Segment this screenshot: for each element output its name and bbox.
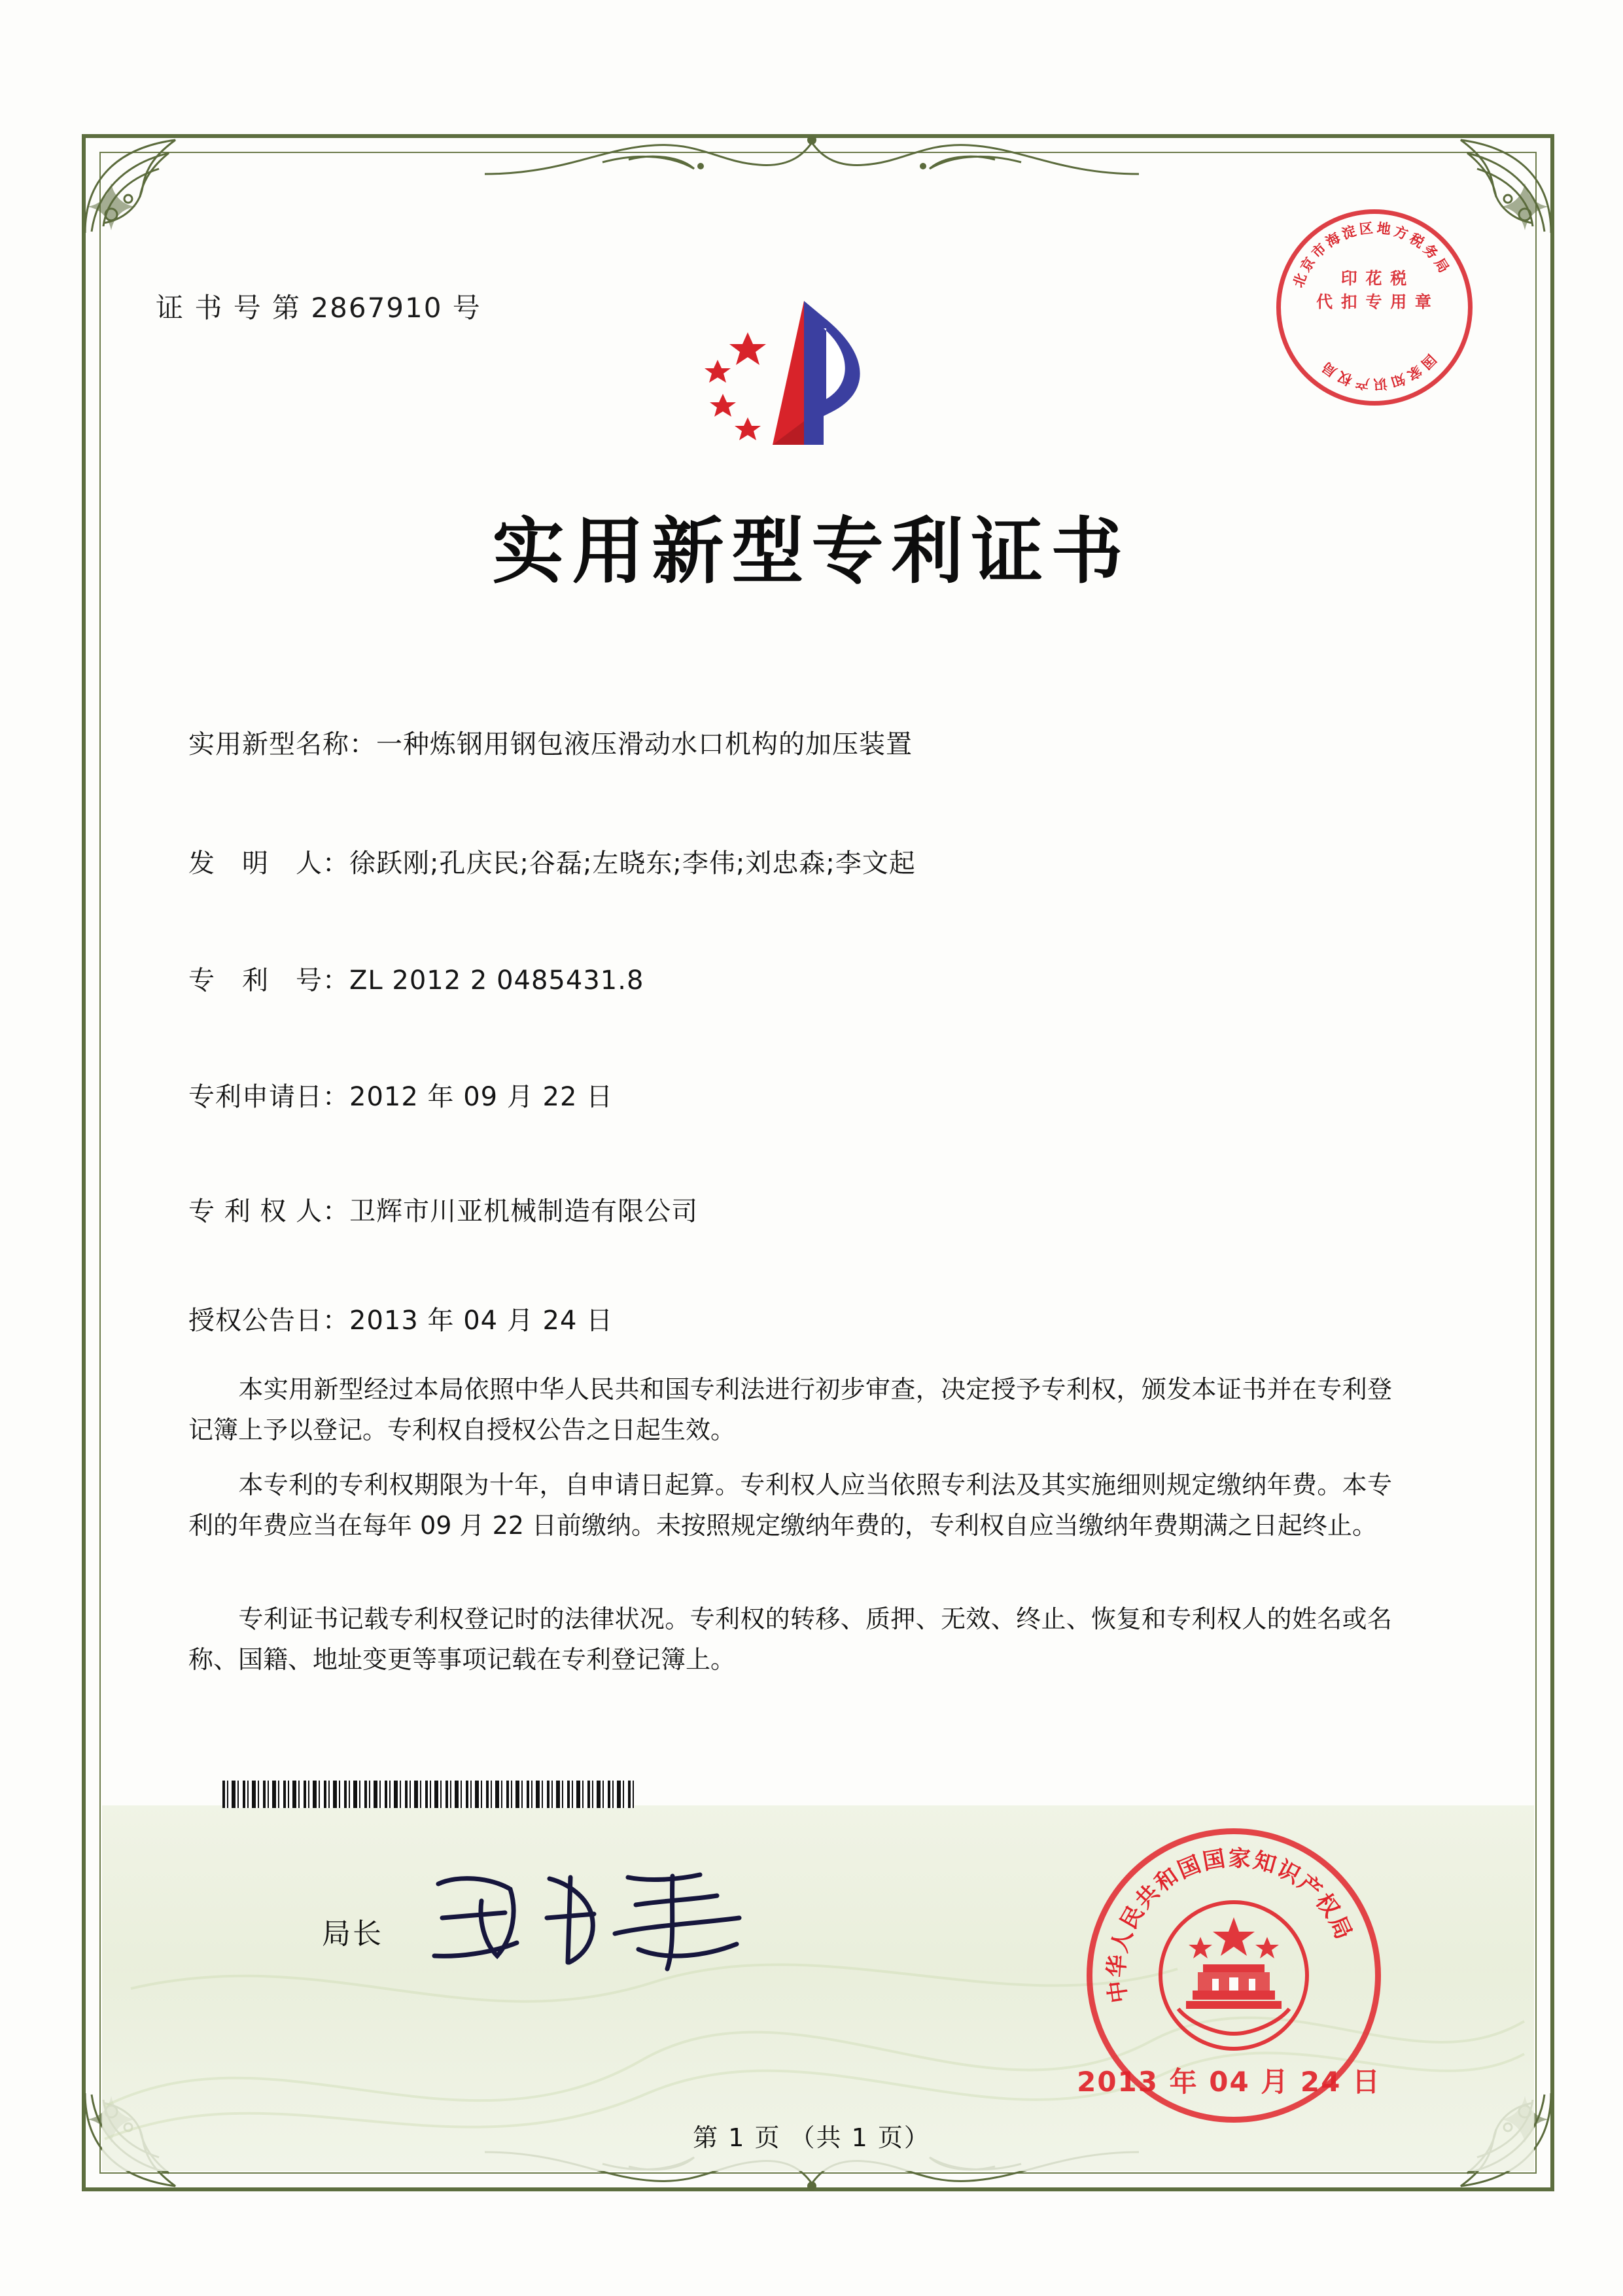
field-value: 徐跃刚;孔庆民;谷磊;左晓东;李伟;刘忠森;李文起	[349, 848, 916, 878]
sipo-official-seal: 中 华 人 民 共 和 国 国 家 知 识 产 权 局	[1087, 1828, 1381, 2123]
field-label: 发 明 人：	[188, 848, 349, 878]
field-application-date	[188, 1076, 613, 1113]
tax-office-seal	[1276, 209, 1473, 406]
barcode	[222, 1781, 635, 1808]
field-label: 实用新型名称：	[188, 729, 376, 759]
field-utility-model-name	[188, 723, 913, 761]
seal-center-text	[1276, 267, 1473, 315]
seal-arc-text-top: 北 京 市 海 淀 区 地 方 税 务 局	[1290, 220, 1452, 290]
field-inventors	[188, 843, 916, 880]
sipo-logo	[674, 281, 949, 471]
field-patentee	[188, 1191, 698, 1228]
certificate-number: 证 书 号 第 2867910 号	[156, 292, 481, 324]
field-patent-number	[188, 960, 644, 997]
field-label: 专利申请日：	[188, 1082, 349, 1112]
national-emblem-icon	[1152, 1894, 1316, 2057]
director-signature	[419, 1858, 759, 1982]
paragraph-text: 本专利的专利权期限为十年，自申请日起算。专利权人应当依照专利法及其实施细则规定缴纳年费。本专利的年费应当在每年 09 月 22 日前缴纳。未按照规定缴纳年费的，专利权自应当缴纳年费期满之日起终止。	[188, 1470, 1392, 1540]
page-footer: 第 1 页 （共 1 页）	[693, 2123, 930, 2152]
seal-arc-text-bottom: 国 家 知 识 产 权 局	[1319, 351, 1439, 392]
field-value: 卫辉市川亚机械制造有限公司	[349, 1196, 699, 1226]
field-value: 一种炼钢用钢包液压滑动水口机构的加压装置	[376, 729, 913, 759]
seal-center-line2: 代 扣 专 用 章	[1316, 292, 1433, 312]
seal-date: 2013 年 04 月 24 日	[1077, 2066, 1381, 2098]
paragraph-term-and-fees	[188, 1465, 1392, 1546]
field-value: 2013 年 04 月 24 日	[349, 1306, 614, 1336]
field-label: 专 利 权 人：	[188, 1196, 350, 1226]
field-value: 2012 年 09 月 22 日	[349, 1082, 614, 1112]
field-label: 专 利 号：	[188, 965, 349, 996]
field-label: 授权公告日：	[188, 1306, 349, 1336]
paragraph-registry	[188, 1599, 1392, 1680]
paragraph-text: 专利证书记载专利权登记时的法律状况。专利权的转移、质押、无效、终止、恢复和专利权人的姓名或名称、国籍、地址变更等事项记载在专利登记簿上。	[188, 1605, 1392, 1674]
page-title: 实用新型专利证书	[492, 510, 1131, 593]
director-label: 局长	[322, 1917, 383, 1951]
paragraph-text: 本实用新型经过本局依照中华人民共和国专利法进行初步审查，决定授予专利权，颁发本证书并在专利登记簿上予以登记。专利权自授权公告之日起生效。	[188, 1375, 1392, 1444]
paragraph-grant	[188, 1370, 1392, 1450]
field-value: ZL 2012 2 0485431.8	[349, 965, 644, 996]
seal-center-line1: 印 花 税	[1340, 269, 1408, 288]
field-grant-announcement-date	[188, 1300, 613, 1337]
